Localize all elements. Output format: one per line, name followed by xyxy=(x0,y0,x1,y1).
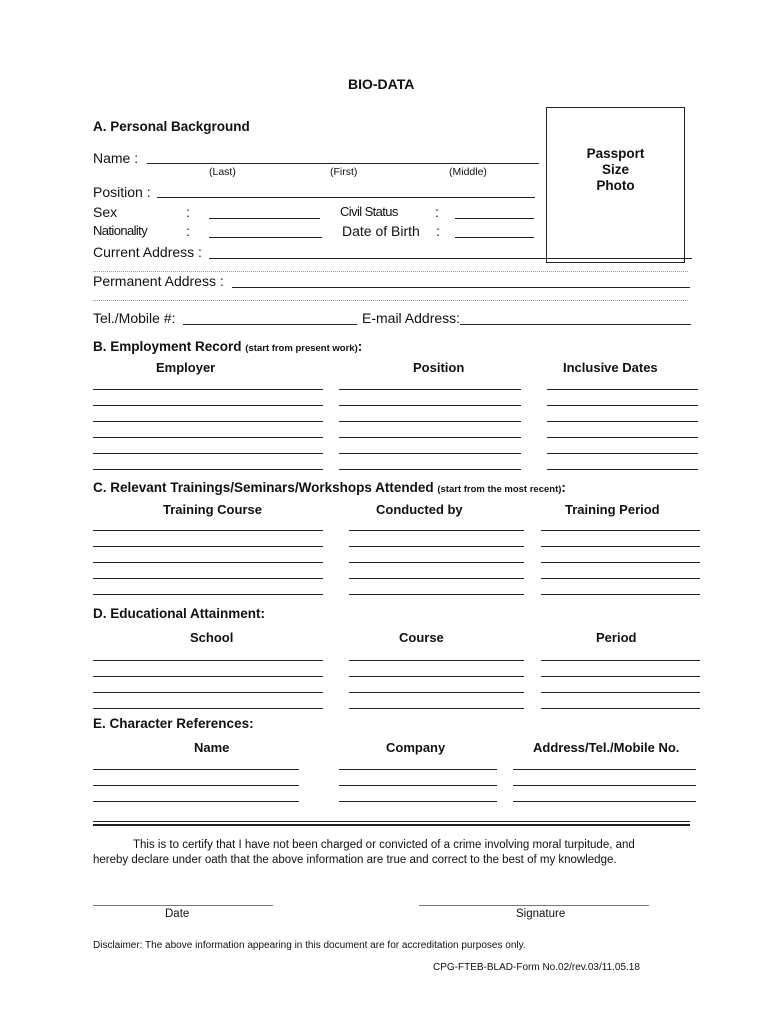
passport-photo-box xyxy=(546,107,685,263)
tel-mobile-field[interactable] xyxy=(183,324,357,325)
training-row-line[interactable] xyxy=(349,562,524,563)
employment-row-line[interactable] xyxy=(339,469,521,470)
education-row-line[interactable] xyxy=(349,676,524,677)
position-field[interactable] xyxy=(157,197,535,198)
employment-row-line[interactable] xyxy=(547,453,698,454)
education-row-line[interactable] xyxy=(541,660,700,661)
signature-label: Signature xyxy=(516,908,566,920)
reference-row-line[interactable] xyxy=(93,769,299,770)
sex-field[interactable] xyxy=(209,218,320,219)
email-label: E-mail Address: xyxy=(362,310,461,326)
form-code: CPG-FTEB-BLAD-Form No.02/rev.03/11.05.18 xyxy=(433,962,640,973)
employment-row-line[interactable] xyxy=(547,469,698,470)
education-row-line[interactable] xyxy=(349,708,524,709)
education-row-line[interactable] xyxy=(93,676,323,677)
date-of-birth-colon: : xyxy=(436,223,440,239)
photo-label-line2: Size xyxy=(601,162,629,177)
section-b-note: (start from present work) xyxy=(245,343,358,354)
employment-row-line[interactable] xyxy=(339,405,521,406)
current-address-line2[interactable] xyxy=(93,271,688,272)
form-title: BIO-DATA xyxy=(348,76,415,92)
training-row-line[interactable] xyxy=(349,594,524,595)
civil-status-label: Civil Status xyxy=(340,204,398,219)
section-a-heading: A. Personal Background xyxy=(93,119,250,134)
sex-label: Sex xyxy=(93,204,118,220)
education-row-line[interactable] xyxy=(93,708,323,709)
date-of-birth-label: Date of Birth xyxy=(342,223,420,239)
section-c-heading xyxy=(93,480,566,495)
section-b-colon: : xyxy=(357,339,363,354)
section-c-colon: : xyxy=(561,480,566,495)
tel-mobile-label: Tel./Mobile #: xyxy=(93,310,176,326)
permanent-address-line2[interactable] xyxy=(93,300,688,301)
training-row-line[interactable] xyxy=(93,530,323,531)
middle-name-caption: (Middle) xyxy=(449,166,487,178)
disclaimer-text: Disclaimer: The above information appearing in this document are for accreditation purposes only. xyxy=(93,940,526,951)
position-column-header: Position xyxy=(413,360,465,375)
email-field[interactable] xyxy=(460,324,691,325)
employment-row-line[interactable] xyxy=(93,421,323,422)
training-row-line[interactable] xyxy=(541,546,700,547)
photo-label-line3: Photo xyxy=(596,178,635,193)
name-field[interactable] xyxy=(147,163,539,164)
nationality-field[interactable] xyxy=(209,237,322,238)
date-field[interactable] xyxy=(93,905,273,906)
training-row-line[interactable] xyxy=(541,530,700,531)
education-row-line[interactable] xyxy=(349,692,524,693)
reference-row-line[interactable] xyxy=(513,801,696,802)
training-course-column-header: Training Course xyxy=(163,502,262,517)
employment-row-line[interactable] xyxy=(93,405,323,406)
training-row-line[interactable] xyxy=(93,578,323,579)
section-c-note: (start from the most recent) xyxy=(437,484,562,495)
training-row-line[interactable] xyxy=(93,562,323,563)
section-e-heading: E. Character References: xyxy=(93,716,254,731)
reference-row-line[interactable] xyxy=(339,801,497,802)
employer-column-header: Employer xyxy=(156,360,216,375)
school-column-header: School xyxy=(190,630,234,645)
first-name-caption: (First) xyxy=(330,166,358,178)
last-name-caption: (Last) xyxy=(209,166,236,178)
current-address-field[interactable] xyxy=(209,258,692,259)
training-row-line[interactable] xyxy=(93,594,323,595)
reference-row-line[interactable] xyxy=(93,801,299,802)
training-row-line[interactable] xyxy=(349,546,524,547)
current-address-label: Current Address : xyxy=(93,244,202,260)
employment-row-line[interactable] xyxy=(339,389,521,390)
section-b-title: B. Employment Record xyxy=(93,339,242,354)
position-label: Position : xyxy=(93,184,151,200)
reference-row-line[interactable] xyxy=(93,785,299,786)
permanent-address-label: Permanent Address : xyxy=(93,273,224,289)
permanent-address-field[interactable] xyxy=(232,287,690,288)
employment-row-line[interactable] xyxy=(339,453,521,454)
employment-row-line[interactable] xyxy=(93,389,323,390)
training-row-line[interactable] xyxy=(349,578,524,579)
employment-row-line[interactable] xyxy=(547,421,698,422)
education-row-line[interactable] xyxy=(93,692,323,693)
name-label: Name : xyxy=(93,150,139,166)
education-row-line[interactable] xyxy=(349,660,524,661)
section-b-heading xyxy=(93,339,362,354)
training-row-line[interactable] xyxy=(541,562,700,563)
period-column-header: Period xyxy=(596,630,637,645)
signature-field[interactable] xyxy=(419,905,649,906)
employment-row-line[interactable] xyxy=(93,453,323,454)
inclusive-dates-column-header: Inclusive Dates xyxy=(563,360,658,375)
section-d-heading: D. Educational Attainment: xyxy=(93,606,266,621)
training-row-line[interactable] xyxy=(541,578,700,579)
civil-status-colon: : xyxy=(435,204,439,220)
employment-row-line[interactable] xyxy=(547,389,698,390)
reference-row-line[interactable] xyxy=(339,785,497,786)
training-row-line[interactable] xyxy=(349,530,524,531)
education-row-line[interactable] xyxy=(541,692,700,693)
course-column-header: Course xyxy=(399,630,444,645)
education-row-line[interactable] xyxy=(541,708,700,709)
employment-row-line[interactable] xyxy=(547,437,698,438)
employment-row-line[interactable] xyxy=(547,405,698,406)
civil-status-field[interactable] xyxy=(455,218,534,219)
section-c-title: C. Relevant Trainings/Seminars/Workshops Attended xyxy=(93,480,434,495)
date-label: Date xyxy=(165,908,190,920)
photo-label-line1: Passport xyxy=(586,146,645,161)
reference-name-column-header: Name xyxy=(194,740,230,755)
certification-separator xyxy=(93,821,690,826)
employment-row-line[interactable] xyxy=(339,421,521,422)
employment-row-line[interactable] xyxy=(93,469,323,470)
reference-company-column-header: Company xyxy=(386,740,446,755)
sex-colon: : xyxy=(186,204,190,220)
employment-row-line[interactable] xyxy=(339,437,521,438)
reference-address-column-header: Address/Tel./Mobile No. xyxy=(533,740,680,755)
training-period-column-header: Training Period xyxy=(565,502,660,517)
conducted-by-column-header: Conducted by xyxy=(376,502,463,517)
nationality-label: Nationality xyxy=(93,223,148,238)
education-row-line[interactable] xyxy=(541,676,700,677)
certification-line-2: hereby declare under oath that the above information are true and correct to the best of my knowledge. xyxy=(93,854,617,866)
certification-line-1: This is to certify that I have not been charged or convicted of a crime involving moral turpitude, and xyxy=(133,839,635,851)
employment-row-line[interactable] xyxy=(93,437,323,438)
nationality-colon: : xyxy=(186,223,190,239)
education-row-line[interactable] xyxy=(93,660,323,661)
training-row-line[interactable] xyxy=(541,594,700,595)
reference-row-line[interactable] xyxy=(339,769,497,770)
training-row-line[interactable] xyxy=(93,546,323,547)
reference-row-line[interactable] xyxy=(513,785,696,786)
reference-row-line[interactable] xyxy=(513,769,696,770)
date-of-birth-field[interactable] xyxy=(455,237,534,238)
